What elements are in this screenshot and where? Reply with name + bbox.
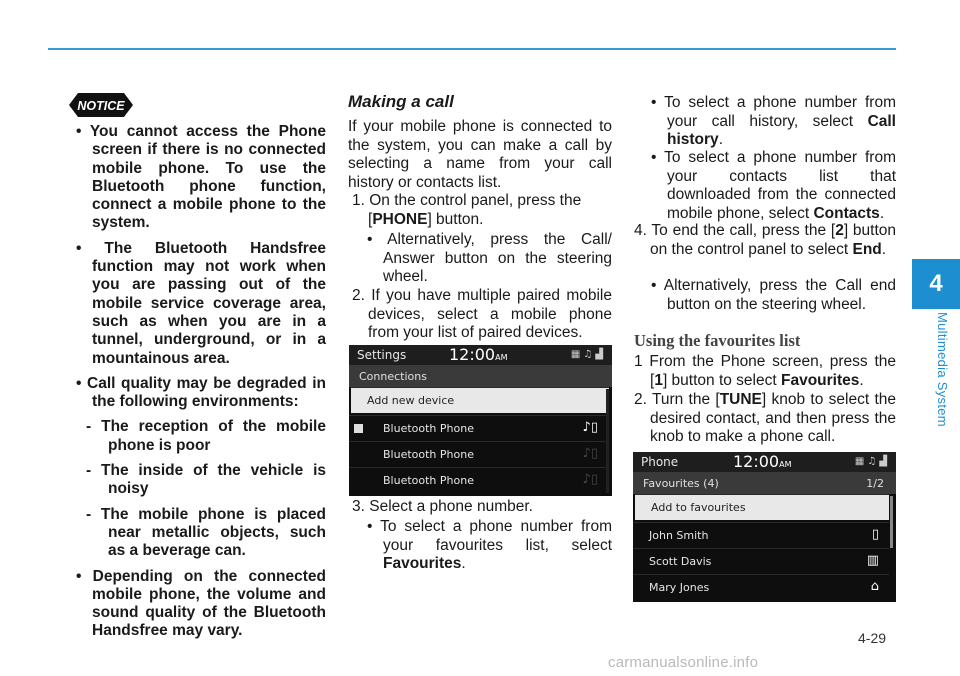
screen-title: Phone [641,455,679,469]
fav-step-2-text-end: ] knob to select the desired contact, and then press the knob to make a phone call. [650,391,896,445]
step-1-text: 1. On the control panel, press the [ [352,192,582,228]
step-3-sub-3: • To select a phone number from your contacts list that downloaded from the connected mobile phone, select Contacts. [651,149,896,222]
row-label: Mary Jones [649,581,710,594]
add-to-favourites-row[interactable] [635,494,889,520]
button-1-label: 1 [654,371,663,389]
notice-item: • You cannot access the Phone screen if there is no connected mobile phone. To use the Bluetooth phone function, connect a mobile phone to the system. [76,123,326,232]
notice-badge [68,92,134,118]
section-heading-favourites: Using the favourites list [634,331,801,350]
step-4-text-mid: ] button on the control panel to select [650,222,896,258]
device-row[interactable] [349,467,608,493]
screen-clock [733,452,791,471]
music-phone-icon: ♪▯ [582,472,598,487]
notice-subitem: - The reception of the mobile phone is poor [86,418,326,454]
page-number: 4-29 [858,630,887,646]
screen-subtitle: Favourites (4) [643,477,719,490]
phone-screen [633,452,896,602]
step-3-sub-1-text: • To select a phone number from your favourites list, select [367,518,612,554]
step-3: 3. Select a phone number. [352,498,533,515]
notice-item: • Depending on the connected mobile phone, the volume and sound quality of the Bluetooth Handsfree may vary. [76,567,326,640]
settings-screen [349,345,612,496]
row-label: John Smith [649,529,709,542]
notice-badge-label: NOTICE [77,99,125,113]
section-heading-making-call: Making a call [348,92,454,111]
contacts-label: Contacts [813,204,880,222]
row-label: Scott Davis [649,555,712,568]
mobile-phone-icon: ▯ [871,527,879,542]
office-phone-icon: ▥ [866,553,879,568]
row-label: Bluetooth Phone [383,448,474,461]
device-row[interactable] [349,415,608,441]
clock-time: 12:00 [449,345,496,364]
contact-row[interactable] [633,548,889,574]
scrollbar[interactable] [890,496,893,548]
clock-ampm: AM [779,460,792,469]
device-row[interactable] [349,441,608,467]
notice-item: • Call quality may be degraded in the following environments: [76,374,326,411]
step-4-text: 4. To end the call, press the [ [634,222,836,239]
end-label: End [852,240,882,258]
screen-subtitle: Connections [359,370,427,383]
phone-button-name: PHONE [372,210,428,228]
chapter-tab [912,259,960,309]
screen-header [633,452,896,472]
row-label: Bluetooth Phone [383,474,474,487]
chapter-number: 4 [929,270,943,297]
screen-subheader [633,472,896,494]
step-2: 2. If you have multiple paired mobile devices, select a mobile phone from your list of paired devices. [352,287,612,341]
step-1-text-end: ] button. [427,210,484,228]
screen-title: Settings [357,348,407,362]
step-3-sub-1: • To select a phone number from your favourites list, select Favourites. [367,518,612,572]
add-new-device-row[interactable] [351,387,609,413]
status-icons: ▦♫▟ [570,349,606,360]
header-rule [48,48,896,50]
status-icons: ▦♫▟ [854,456,890,467]
contact-row[interactable] [633,574,889,600]
fav-step-1-text: 1 From the Phone screen, press the [ [634,353,896,389]
row-label: Bluetooth Phone [383,422,474,435]
favourites-label: Favourites [383,555,462,572]
button-2-label: 2 [835,222,844,239]
step-3-sub-3-text: • To select a phone number from your contacts list that downloaded from the connected mobile phone, select [651,149,896,222]
tune-knob-label: TUNE [719,391,762,408]
music-phone-icon: ♪▯ [582,420,598,435]
notice-subitem: - The mobile phone is placed near metallic objects, such as a beverage can. [86,505,326,560]
fav-step-2-text: 2. Turn the [ [634,391,720,408]
notice-item: • The Bluetooth Handsfree function may not work when you are passing out of the mobile service coverage area, such as when you are in a tunnel, underground, or in a mountainous area. [76,239,326,367]
clock-time: 12:00 [733,452,780,471]
fav-step-2 [634,391,896,447]
row-label: Add to favourites [651,501,746,514]
screen-clock [449,345,507,364]
music-phone-icon: ♪▯ [582,446,598,461]
page-indicator: 1/2 [866,477,884,490]
fav-step-1-text-mid: ] button to select [662,371,781,389]
step-4: 4. To end the call, press the [2] button on the control panel to select End. [634,222,896,258]
clock-ampm: AM [495,353,508,362]
notice-list [76,123,326,648]
intro-paragraph: If your mobile phone is connected to the system, you can make a call by selecting a name from your call history or contacts list. [348,118,612,191]
watermark: carmanualsonline.info [608,654,759,671]
call-history-label: Call history [667,112,896,148]
connected-marker-icon [354,424,363,433]
step-4-sub: • Alternatively, press the Call end button on the steering wheel. [651,277,896,313]
home-icon: ⌂ [870,579,879,594]
contact-row[interactable] [633,522,889,548]
step-1 [352,192,612,229]
fav-step-1: 1 From the Phone screen, press the [1] button to select Favourites. [634,353,896,389]
screen-subheader [349,365,612,387]
step-1-sub: • Alternatively, press the Call/ Answer button on the steering wheel. [367,231,612,285]
screen-header [349,345,612,365]
step-3-sub-2: • To select a phone number from your call history, select Call history. [651,94,896,148]
favourites-label: Favourites [780,371,860,389]
scrollbar[interactable] [606,389,609,493]
chapter-title: Multimedia System [935,312,950,427]
notice-subitem: - The inside of the vehicle is noisy [86,462,326,498]
step-3-sub-2-text: • To select a phone number from your call history, select [651,94,896,130]
row-label: Add new device [367,394,455,407]
